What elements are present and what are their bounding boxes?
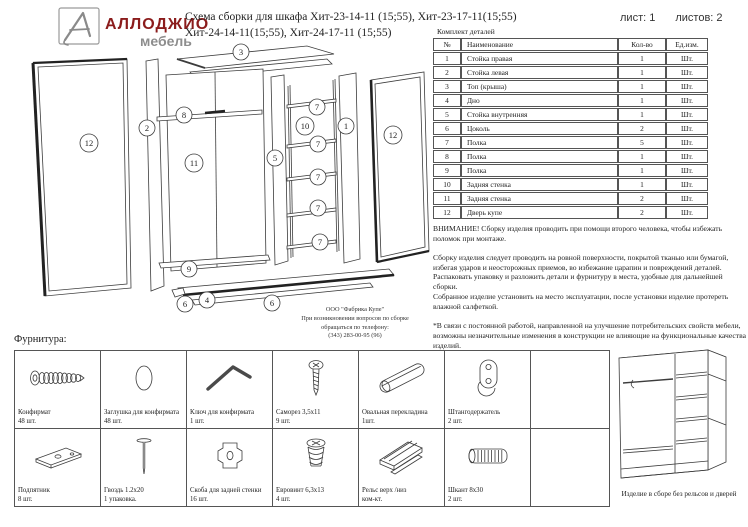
hardware-item xyxy=(359,429,444,506)
hardware-qty: 48 шт. xyxy=(104,417,122,425)
table-cell: 2 xyxy=(618,192,666,205)
callout-7a xyxy=(309,99,325,115)
table-cell: 1 xyxy=(618,80,666,93)
hardware-label: Гвоздь 1.2х20 xyxy=(104,487,144,495)
svg-text:7: 7 xyxy=(314,102,320,112)
table-cell: Шт. xyxy=(666,164,708,177)
table-cell: 10 xyxy=(433,178,461,191)
table-row xyxy=(433,150,708,163)
table-row xyxy=(433,164,708,177)
hardware-label: Рельс верх /низ xyxy=(362,487,407,495)
table-row xyxy=(433,52,708,65)
nail-icon xyxy=(113,435,175,477)
table-cell: Шт. xyxy=(666,178,708,191)
manufacturer-note-2: обращаться по телефону: xyxy=(321,323,389,331)
svg-text:7: 7 xyxy=(315,139,321,149)
callout-2 xyxy=(139,120,155,136)
callout-8 xyxy=(176,107,192,123)
table-cell: 8 xyxy=(433,150,461,163)
callout-7d xyxy=(310,200,326,216)
self-tapping-screw-icon xyxy=(285,357,347,399)
callout-5 xyxy=(267,150,283,166)
callout-7e xyxy=(312,234,328,250)
column-header-unit: Ед.изм. xyxy=(666,38,708,51)
table-cell: 7 xyxy=(433,136,461,149)
back-wall-bracket-icon xyxy=(199,435,261,477)
table-cell: 5 xyxy=(433,108,461,121)
table-cell: Шт. xyxy=(666,150,708,163)
table-cell: Стойка правая xyxy=(461,52,618,65)
title-line-1: Схема сборки для шкафа Хит-23-14-11 (15;55), Хит-23-17-11(15;55) xyxy=(185,11,517,23)
svg-text:6: 6 xyxy=(182,299,188,309)
table-cell: 1 xyxy=(618,108,666,121)
hardware-label: Евровинт 6,3х13 xyxy=(276,487,325,495)
table-cell: 9 xyxy=(433,164,461,177)
svg-text:1: 1 xyxy=(343,121,349,131)
table-cell: 2 xyxy=(618,206,666,219)
table-cell: Шт. xyxy=(666,206,708,219)
hardware-label: Скоба для задней стенки xyxy=(190,487,262,495)
svg-text:8: 8 xyxy=(181,110,187,120)
table-cell: Дно xyxy=(461,94,618,107)
parts-table-caption: Комплект деталей xyxy=(437,27,495,36)
callout-6-left xyxy=(177,296,193,312)
hardware-qty: 1шт. xyxy=(362,417,375,425)
inner-stand-part xyxy=(271,75,288,265)
parts-table xyxy=(433,37,708,220)
rod-holder-icon xyxy=(457,357,519,399)
table-cell: 1 xyxy=(618,164,666,177)
hardware-label: Шкант 8х30 xyxy=(448,487,483,495)
note-surface: Сборку изделия следует проводить на ровной поверхности, покрытой тканью или бумагой, избегая ударов и неосторожных приемов, во избежание царапин и повреждений деталей. xyxy=(433,252,729,272)
svg-text:4: 4 xyxy=(204,295,210,305)
right-stand-part xyxy=(339,73,360,263)
hardware-qty: 8 шт. xyxy=(18,495,33,503)
hardware-item xyxy=(445,429,530,506)
table-header-row xyxy=(433,38,708,51)
table-row xyxy=(433,178,708,191)
hardware-qty: 2 шт. xyxy=(448,495,463,503)
table-row xyxy=(433,122,708,135)
left-door-part xyxy=(33,59,131,296)
hardware-qty: 1 шт. xyxy=(190,417,205,425)
back-panel-part xyxy=(166,69,266,271)
callout-3 xyxy=(233,44,249,60)
table-cell: Шт. xyxy=(666,108,708,121)
exploded-assembly-diagram xyxy=(25,40,435,320)
table-row xyxy=(433,66,708,79)
callout-11 xyxy=(185,154,203,172)
svg-text:7: 7 xyxy=(317,237,323,247)
hardware-qty: 16 шт. xyxy=(190,495,208,503)
table-cell: Задняя стенка xyxy=(461,178,618,191)
hardware-item xyxy=(15,429,100,506)
table-cell: Топ (крыша) xyxy=(461,80,618,93)
table-row xyxy=(433,136,708,149)
right-door-part xyxy=(371,72,429,262)
hardware-item xyxy=(101,429,186,506)
hardware-item xyxy=(187,429,272,506)
table-cell: 5 xyxy=(618,136,666,149)
table-row xyxy=(433,94,708,107)
hardware-item xyxy=(15,351,100,428)
table-cell: 1 xyxy=(618,94,666,107)
svg-text:12: 12 xyxy=(84,138,94,148)
hex-key-icon xyxy=(199,357,261,399)
table-cell: 1 xyxy=(618,150,666,163)
hardware-item xyxy=(273,429,358,506)
table-cell: Шт. xyxy=(666,94,708,107)
hardware-label: Ключ для конфирмата xyxy=(190,409,255,417)
callout-12-right xyxy=(384,126,402,144)
table-row xyxy=(433,108,708,121)
table-cell: Стойка левая xyxy=(461,66,618,79)
hardware-grid xyxy=(14,350,610,507)
euro-screw-icon xyxy=(285,435,347,477)
svg-text:10: 10 xyxy=(300,121,310,131)
svg-text:2: 2 xyxy=(144,123,150,133)
table-cell: 1 xyxy=(618,52,666,65)
hardware-qty: 48 шт. xyxy=(18,417,36,425)
hardware-section-title: Фурнитура: xyxy=(14,334,67,345)
column-header-name: Наименование xyxy=(461,38,618,51)
hardware-qty: ком-кт. xyxy=(362,495,383,503)
callout-9 xyxy=(181,261,197,277)
note-warning: ВНИМАНИЕ! Сборку изделия проводить при помощи второго человека, чтобы избежать поломок при монтаже. xyxy=(433,224,723,243)
hardware-qty: 2 шт. xyxy=(448,417,463,425)
manufacturer-phone: (343) 283-00-95 (96) xyxy=(328,332,382,340)
table-row xyxy=(433,192,708,205)
dowel-icon xyxy=(457,435,519,477)
svg-text:12: 12 xyxy=(388,130,398,140)
table-cell: Шт. xyxy=(666,66,708,79)
hardware-item xyxy=(187,351,272,428)
hardware-label: Овальная перекладина xyxy=(362,409,428,417)
table-cell: Шт. xyxy=(666,122,708,135)
oval-rod-icon xyxy=(371,357,433,399)
svg-text:5: 5 xyxy=(272,153,278,163)
table-cell: 2 xyxy=(618,122,666,135)
brand-subtitle: мебель xyxy=(140,33,192,49)
table-cell: 4 xyxy=(433,94,461,107)
rail-icon xyxy=(371,435,433,477)
hardware-qty: 1 упаковка. xyxy=(104,495,137,503)
table-cell: 1 xyxy=(618,178,666,191)
table-cell: Полка xyxy=(461,164,618,177)
table-cell: Дверь купе xyxy=(461,206,618,219)
table-cell: Полка xyxy=(461,150,618,163)
table-cell: 12 xyxy=(433,206,461,219)
table-row xyxy=(433,206,708,219)
assembled-view-caption: Изделие в сборе без рельсов и дверей xyxy=(621,490,737,498)
svg-text:7: 7 xyxy=(315,203,321,213)
foot-pad-icon xyxy=(27,435,89,477)
table-cell: 1 xyxy=(433,52,461,65)
table-cell: Шт. xyxy=(666,136,708,149)
note-unpack: Распаковать упаковку и разложить детали и фурнитуру в места, удобные для дальнейшей сборки. xyxy=(433,272,723,292)
manufacturer-name: ООО "Фабрика Купе" xyxy=(325,306,385,313)
note-disclaimer: *В связи с постоянной работой, направленной на улучшение потребительских свойств мебели, возможны незначительные изменения в конструкции не влияющие на функциональные качества изделий. xyxy=(433,320,746,350)
callout-1 xyxy=(338,118,354,134)
assembly-notes xyxy=(433,224,747,350)
parts-table-body xyxy=(433,52,708,219)
sheet-number: лист: 1 xyxy=(620,12,656,24)
hardware-item xyxy=(359,351,444,428)
title-line-2: Хит-24-14-11(15;55), Хит-24-17-11 (15;55) xyxy=(185,26,392,39)
table-cell: Задняя стенка xyxy=(461,192,618,205)
table-cell: 2 xyxy=(433,66,461,79)
brand-name: АЛЛОДЖИО xyxy=(105,16,210,33)
callout-10 xyxy=(296,117,314,135)
table-cell: 1 xyxy=(618,66,666,79)
assembled-wardrobe-drawing xyxy=(613,347,746,489)
table-cell: 6 xyxy=(433,122,461,135)
hardware-empty-cell xyxy=(531,429,609,506)
hardware-item xyxy=(445,351,530,428)
hardware-label: Подпятник xyxy=(18,487,50,495)
table-cell: Шт. xyxy=(666,80,708,93)
callout-4 xyxy=(199,292,215,308)
plug-cap-icon xyxy=(113,357,175,399)
manufacturer-note-1: При возникновении вопросов по сборке xyxy=(301,314,409,322)
sheets-total: листов: 2 xyxy=(675,12,723,24)
svg-text:3: 3 xyxy=(238,47,244,57)
svg-text:11: 11 xyxy=(189,158,199,168)
hardware-item xyxy=(101,351,186,428)
table-cell: 11 xyxy=(433,192,461,205)
svg-text:7: 7 xyxy=(315,172,321,182)
svg-text:6: 6 xyxy=(269,298,275,308)
svg-text:9: 9 xyxy=(186,264,192,274)
callout-6-right xyxy=(264,295,280,311)
callout-7c xyxy=(310,169,326,185)
callout-7b xyxy=(310,136,326,152)
table-cell: Шт. xyxy=(666,192,708,205)
sheet-info xyxy=(620,12,723,24)
hardware-label: Конфирмат xyxy=(18,409,51,417)
note-install: Собранное изделие установить на место эксплуатации, после установки изделие протереть влажной салфеткой. xyxy=(433,292,729,312)
callout-12-left xyxy=(80,134,98,152)
column-header-number: № xyxy=(433,38,461,51)
hardware-qty: 9 шт. xyxy=(276,417,291,425)
hardware-label: Заглушка для конфирмата xyxy=(104,409,179,417)
hardware-item xyxy=(273,351,358,428)
table-cell: Стойка внутренняя xyxy=(461,108,618,121)
column-header-qty: Кол-во xyxy=(618,38,666,51)
table-cell: Шт. xyxy=(666,52,708,65)
hardware-empty-cell xyxy=(531,351,609,428)
table-cell: 3 xyxy=(433,80,461,93)
hardware-qty: 4 шт. xyxy=(276,495,291,503)
hardware-label: Саморез 3,5х11 xyxy=(276,409,321,417)
table-cell: Полка xyxy=(461,136,618,149)
left-stand-part xyxy=(146,59,164,291)
table-cell: Цоколь xyxy=(461,122,618,135)
confirmat-screw-icon xyxy=(27,357,89,399)
hardware-label: Штангодержатель xyxy=(448,409,501,417)
table-row xyxy=(433,80,708,93)
